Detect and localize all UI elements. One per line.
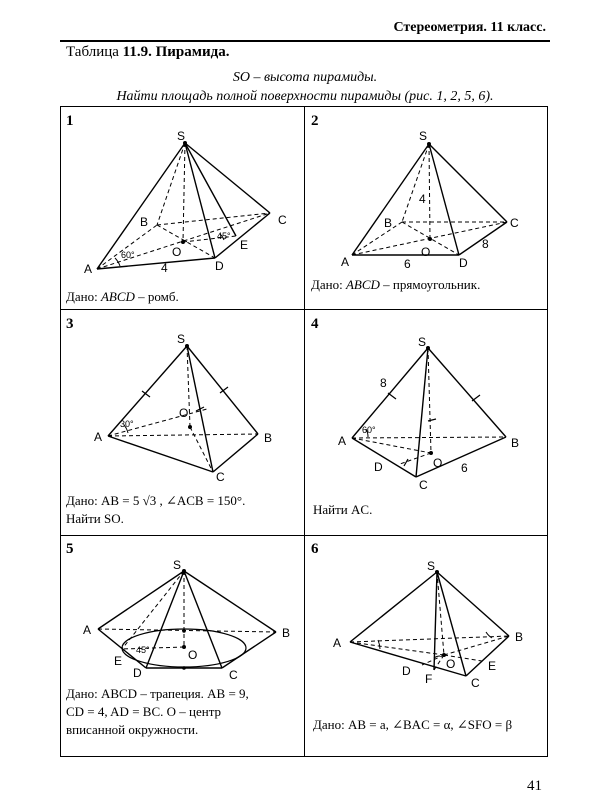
fig2-label-ad: 6 bbox=[404, 257, 411, 271]
fig2-label-a: A bbox=[341, 255, 350, 269]
fig5-label-a: A bbox=[83, 623, 92, 637]
figure-1 bbox=[60, 106, 304, 309]
fig1-label-side: 4 bbox=[161, 261, 168, 275]
cell-6-number: 6 bbox=[311, 541, 319, 557]
fig1-label-angle2: 45° bbox=[217, 231, 231, 241]
fig2-label-c: C bbox=[510, 216, 519, 230]
fig5-label-e: E bbox=[114, 654, 123, 668]
fig4-label-s: S bbox=[418, 335, 427, 349]
cell-2-given-math: ABCD bbox=[345, 277, 380, 292]
fig6-label-c: C bbox=[471, 676, 480, 690]
fig2-label-dc: 8 bbox=[482, 237, 489, 251]
fig3-label-c: C bbox=[216, 470, 225, 484]
fig3-label-b: B bbox=[264, 431, 273, 445]
fig4-label-side1: 8 bbox=[380, 376, 387, 390]
fig3-label-angle: 30° bbox=[120, 419, 134, 429]
page-number: 41 bbox=[527, 778, 542, 794]
fig5-label-angle: 45° bbox=[136, 645, 150, 655]
fig5-label-b: B bbox=[282, 626, 291, 640]
fig5-label-o: O bbox=[188, 648, 198, 662]
fig1-label-s: S bbox=[177, 129, 186, 143]
fig1-label-o: O bbox=[172, 245, 182, 259]
fig6-label-e: E bbox=[488, 659, 497, 673]
fig3-label-a: A bbox=[94, 430, 103, 444]
table-caption bbox=[66, 44, 229, 61]
fig1-label-d: D bbox=[215, 259, 224, 273]
fig4-label-o: O bbox=[433, 456, 443, 470]
caption-title: Пирамида. bbox=[155, 44, 230, 60]
fig6-label-a: A bbox=[333, 636, 342, 650]
cell-6-given: Дано: AB = a, ∠BAC = α, ∠SFO = β bbox=[313, 717, 513, 732]
fig6-label-f: F bbox=[425, 672, 433, 686]
fig6-label-o: O bbox=[446, 657, 456, 671]
fig1-label-c: C bbox=[278, 213, 287, 227]
caption-prefix: Таблица bbox=[66, 44, 123, 60]
fig4-label-b: B bbox=[511, 436, 520, 450]
fig2-label-b: B bbox=[384, 216, 393, 230]
fig4-label-angle: 60° bbox=[362, 425, 376, 435]
subtitle-line1: SO – высота пирамиды. bbox=[232, 70, 378, 85]
cell-1-given-label: Дано: bbox=[66, 289, 101, 304]
cell-1-given-rest: – ромб. bbox=[134, 289, 179, 304]
fig1-label-b: B bbox=[140, 215, 149, 229]
fig4-label-side2: 6 bbox=[461, 461, 468, 475]
fig2-label-o: O bbox=[421, 245, 431, 259]
fig6-label-s: S bbox=[427, 559, 436, 573]
cell-3-given-line1: Дано: AB = 5 √3 , ∠ACB = 150°. bbox=[66, 493, 246, 508]
cell-2-given bbox=[311, 276, 480, 294]
cell-4-given: Найти AC. bbox=[313, 502, 373, 517]
cell-4-number: 4 bbox=[311, 316, 319, 332]
cell-3-given-line2: Найти SO. bbox=[66, 511, 124, 526]
fig4-label-d: D bbox=[374, 460, 383, 474]
cell-2-given-rest: – прямоугольник. bbox=[379, 277, 481, 292]
fig5-label-s: S bbox=[173, 558, 182, 572]
fig2-label-d: D bbox=[459, 256, 468, 270]
cell-5-given-line1: Дано: ABCD – трапеция. AB = 9, bbox=[66, 686, 249, 701]
cell-1-given bbox=[66, 288, 179, 306]
fig2-label-h: 4 bbox=[419, 192, 426, 206]
fig1-label-a: A bbox=[84, 262, 93, 276]
cell-5-given-line2: CD = 4, AD = BC. O – центр bbox=[66, 704, 222, 719]
fig6-label-b: B bbox=[515, 630, 524, 644]
header-title: Стереометрия. 11 класс. bbox=[393, 20, 546, 35]
fig3-label-s: S bbox=[177, 332, 186, 346]
cell-1-number: 1 bbox=[66, 113, 74, 129]
running-header bbox=[60, 18, 550, 42]
cell-2-number: 2 bbox=[311, 113, 319, 129]
cell-2-given-label: Дано: bbox=[311, 277, 346, 292]
cell-3-number: 3 bbox=[66, 316, 74, 332]
fig5-label-d: D bbox=[133, 666, 142, 680]
fig3-label-o: O bbox=[179, 406, 189, 420]
fig1-label-angle1: 60° bbox=[121, 250, 135, 260]
subtitle-line2: Найти площадь полной поверхности пирамиды (рис. 1, 2, 5, 6). bbox=[116, 89, 494, 104]
fig6-label-d: D bbox=[402, 664, 411, 678]
cell-1-given-math: ABCD bbox=[100, 289, 135, 304]
fig4-label-c: C bbox=[419, 478, 428, 492]
fig5-label-c: C bbox=[229, 668, 238, 682]
caption-number: 11.9. bbox=[122, 44, 152, 60]
fig4-label-a: A bbox=[338, 434, 347, 448]
fig1-label-e: E bbox=[240, 238, 249, 252]
fig2-label-s: S bbox=[419, 129, 428, 143]
cell-5-given-line3: вписанной окружности. bbox=[66, 722, 199, 737]
cell-5-number: 5 bbox=[66, 541, 74, 557]
